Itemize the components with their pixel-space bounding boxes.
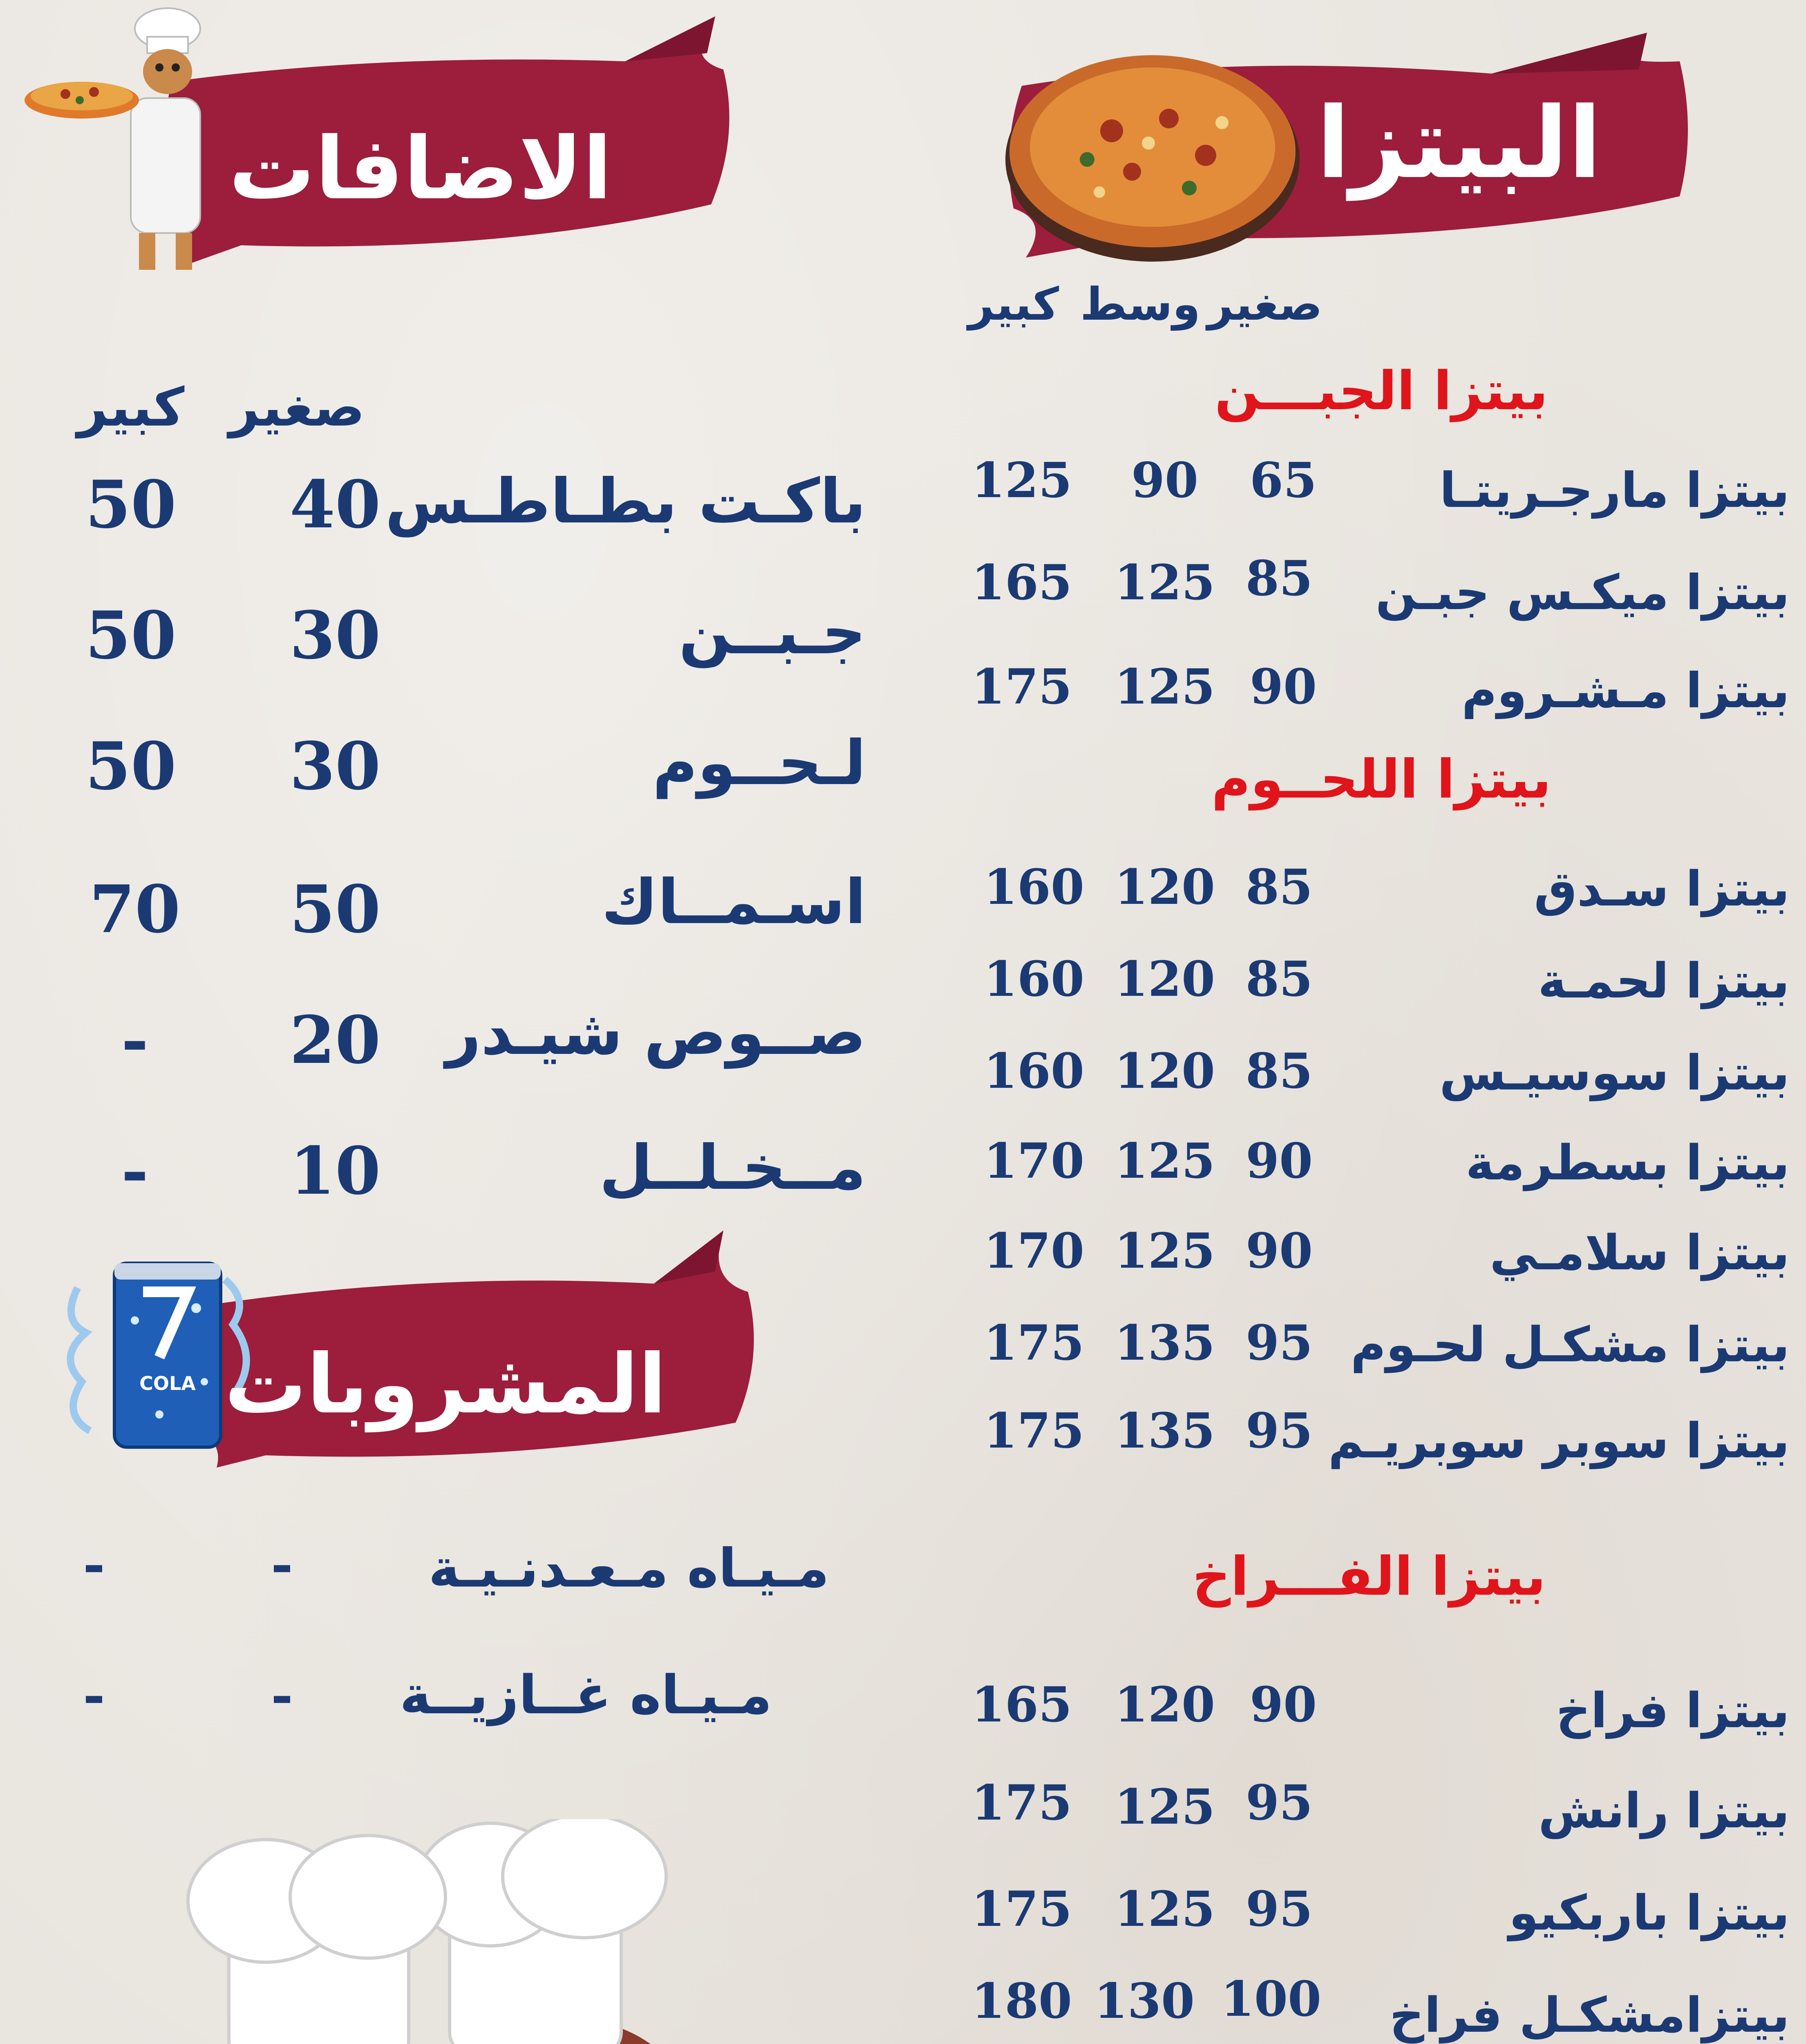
- price-small: 85: [1245, 1042, 1313, 1099]
- price-medium: 125: [1114, 1222, 1215, 1279]
- pizza-image: [1005, 55, 1300, 262]
- pizza-header-medium: وسط: [1080, 278, 1201, 330]
- drink-name: مـيـاه مـعـدنـيـة: [428, 1537, 829, 1599]
- item-name: بيتزا مارجـريتـا: [1439, 462, 1790, 518]
- price-medium: 120: [1114, 1042, 1215, 1099]
- addition-price-large: -: [121, 1132, 149, 1209]
- price-large: 175: [983, 1314, 1085, 1371]
- price-large: 180: [971, 1972, 1072, 2029]
- price-large: 175: [983, 1402, 1085, 1459]
- item-name: بيتزا سوسيـس: [1439, 1044, 1790, 1101]
- price-large: 175: [971, 658, 1072, 715]
- price-medium: 90: [1131, 452, 1199, 509]
- drink-price-large: -: [83, 1664, 105, 1726]
- addition-name: صــوص شيـدر: [445, 997, 866, 1069]
- price-large: 125: [971, 452, 1072, 509]
- drinks-title: المشروبات: [224, 1337, 667, 1432]
- price-medium: 120: [1114, 858, 1215, 915]
- addition-price-large: 70: [89, 871, 181, 948]
- item-name: بيتزا ميكـس جبـن: [1375, 564, 1790, 621]
- addition-price-small: 20: [289, 1002, 381, 1078]
- item-name: بيتزا سوبر سوبريـم: [1328, 1412, 1790, 1469]
- price-medium: 135: [1114, 1314, 1215, 1371]
- addition-name: مــخـلــل: [599, 1132, 866, 1204]
- item-name: بيتزا لحمـة: [1538, 953, 1790, 1009]
- addition-price-large: 50: [85, 728, 177, 805]
- item-name: بيتزا باربكيو: [1508, 1885, 1790, 1941]
- pizza-banner-brush-tip: [1492, 33, 1647, 74]
- price-medium: 125: [1114, 554, 1215, 611]
- additions-title: الاضافات: [229, 119, 612, 219]
- price-large: 175: [971, 1880, 1072, 1937]
- drink-price-small: -: [271, 1533, 293, 1596]
- item-name: بيتزا سلامـي: [1490, 1224, 1790, 1281]
- price-large: 175: [971, 1774, 1072, 1831]
- item-name: بيتزا مـشـروم: [1461, 662, 1790, 719]
- price-small: 95: [1245, 1402, 1313, 1459]
- pizza-header-small: صغير: [1207, 278, 1323, 330]
- price-small: 85: [1245, 858, 1313, 915]
- price-medium: 135: [1114, 1402, 1215, 1459]
- section-title-chicken: بيتزا الفـــراخ: [1192, 1545, 1546, 1607]
- addition-name: جـبــن: [678, 597, 866, 668]
- price-large: 165: [971, 554, 1072, 611]
- addition-price-small: 10: [289, 1132, 381, 1209]
- price-large: 170: [983, 1132, 1085, 1189]
- drink-name: مـيـاه غــازيــة: [399, 1664, 772, 1726]
- addition-price-large: 50: [85, 597, 177, 674]
- price-small: 90: [1245, 1222, 1313, 1279]
- price-large: 160: [983, 858, 1085, 915]
- price-medium: 120: [1114, 1676, 1215, 1733]
- price-small: 90: [1249, 658, 1317, 715]
- section-title-meat: بيتزا اللحــوم: [1211, 748, 1551, 810]
- price-large: 160: [983, 950, 1085, 1007]
- price-large: 160: [983, 1042, 1085, 1099]
- price-small: 90: [1245, 1132, 1313, 1189]
- addition-price-small: 50: [289, 871, 381, 948]
- item-name: بيتزا بسطرمة: [1466, 1134, 1790, 1191]
- can-brand-label: COLA: [139, 1372, 196, 1394]
- pizza-header-large: كبير: [968, 278, 1059, 330]
- price-medium: 125: [1114, 1880, 1215, 1937]
- addition-name: باكـت بطـاطـس: [385, 466, 866, 537]
- drink-price-small: -: [271, 1664, 293, 1726]
- price-small: 95: [1245, 1314, 1313, 1371]
- addition-price-large: -: [121, 1002, 149, 1078]
- section-title-cheese: بيتزا الجبـــن: [1214, 360, 1549, 422]
- price-small: 100: [1220, 1970, 1322, 2027]
- price-large: 170: [983, 1222, 1085, 1279]
- addition-price-small: 40: [289, 466, 381, 543]
- price-small: 85: [1245, 950, 1313, 1007]
- price-small: 65: [1249, 452, 1317, 509]
- price-small: 90: [1249, 1676, 1317, 1733]
- pizza-title: البيتزا: [1316, 86, 1602, 200]
- chef-characters-image: [0, 1819, 858, 2044]
- addition-name: اسـمــاك: [601, 867, 866, 938]
- price-medium: 125: [1114, 658, 1215, 715]
- chef-mascot-image: [25, 8, 200, 270]
- addition-name: لـحــوم: [652, 728, 866, 799]
- additions-header-large: كبير: [77, 376, 185, 438]
- item-name: بيتزا فراخ: [1556, 1682, 1790, 1739]
- additions-header-small: صغير: [229, 376, 365, 438]
- price-small: 85: [1245, 550, 1313, 607]
- item-name: بيتزامشكـل فراخ: [1389, 1987, 1790, 2043]
- addition-price-small: 30: [289, 728, 381, 805]
- addition-price-large: 50: [85, 466, 177, 543]
- addition-price-small: 30: [289, 597, 381, 674]
- price-medium: 120: [1114, 950, 1215, 1007]
- drink-price-large: -: [83, 1533, 105, 1596]
- price-small: 95: [1245, 1880, 1313, 1937]
- price-medium: 125: [1114, 1778, 1215, 1835]
- price-medium: 125: [1114, 1132, 1215, 1189]
- item-name: بيتزا رانش: [1538, 1782, 1790, 1839]
- cola-can-image: [70, 1263, 246, 1447]
- price-large: 165: [971, 1676, 1072, 1733]
- item-name: بيتزا مشكـل لحـوم: [1350, 1316, 1790, 1373]
- price-small: 95: [1245, 1774, 1313, 1831]
- price-medium: 130: [1094, 1972, 1195, 2029]
- item-name: بيتزا سـدق: [1534, 861, 1790, 917]
